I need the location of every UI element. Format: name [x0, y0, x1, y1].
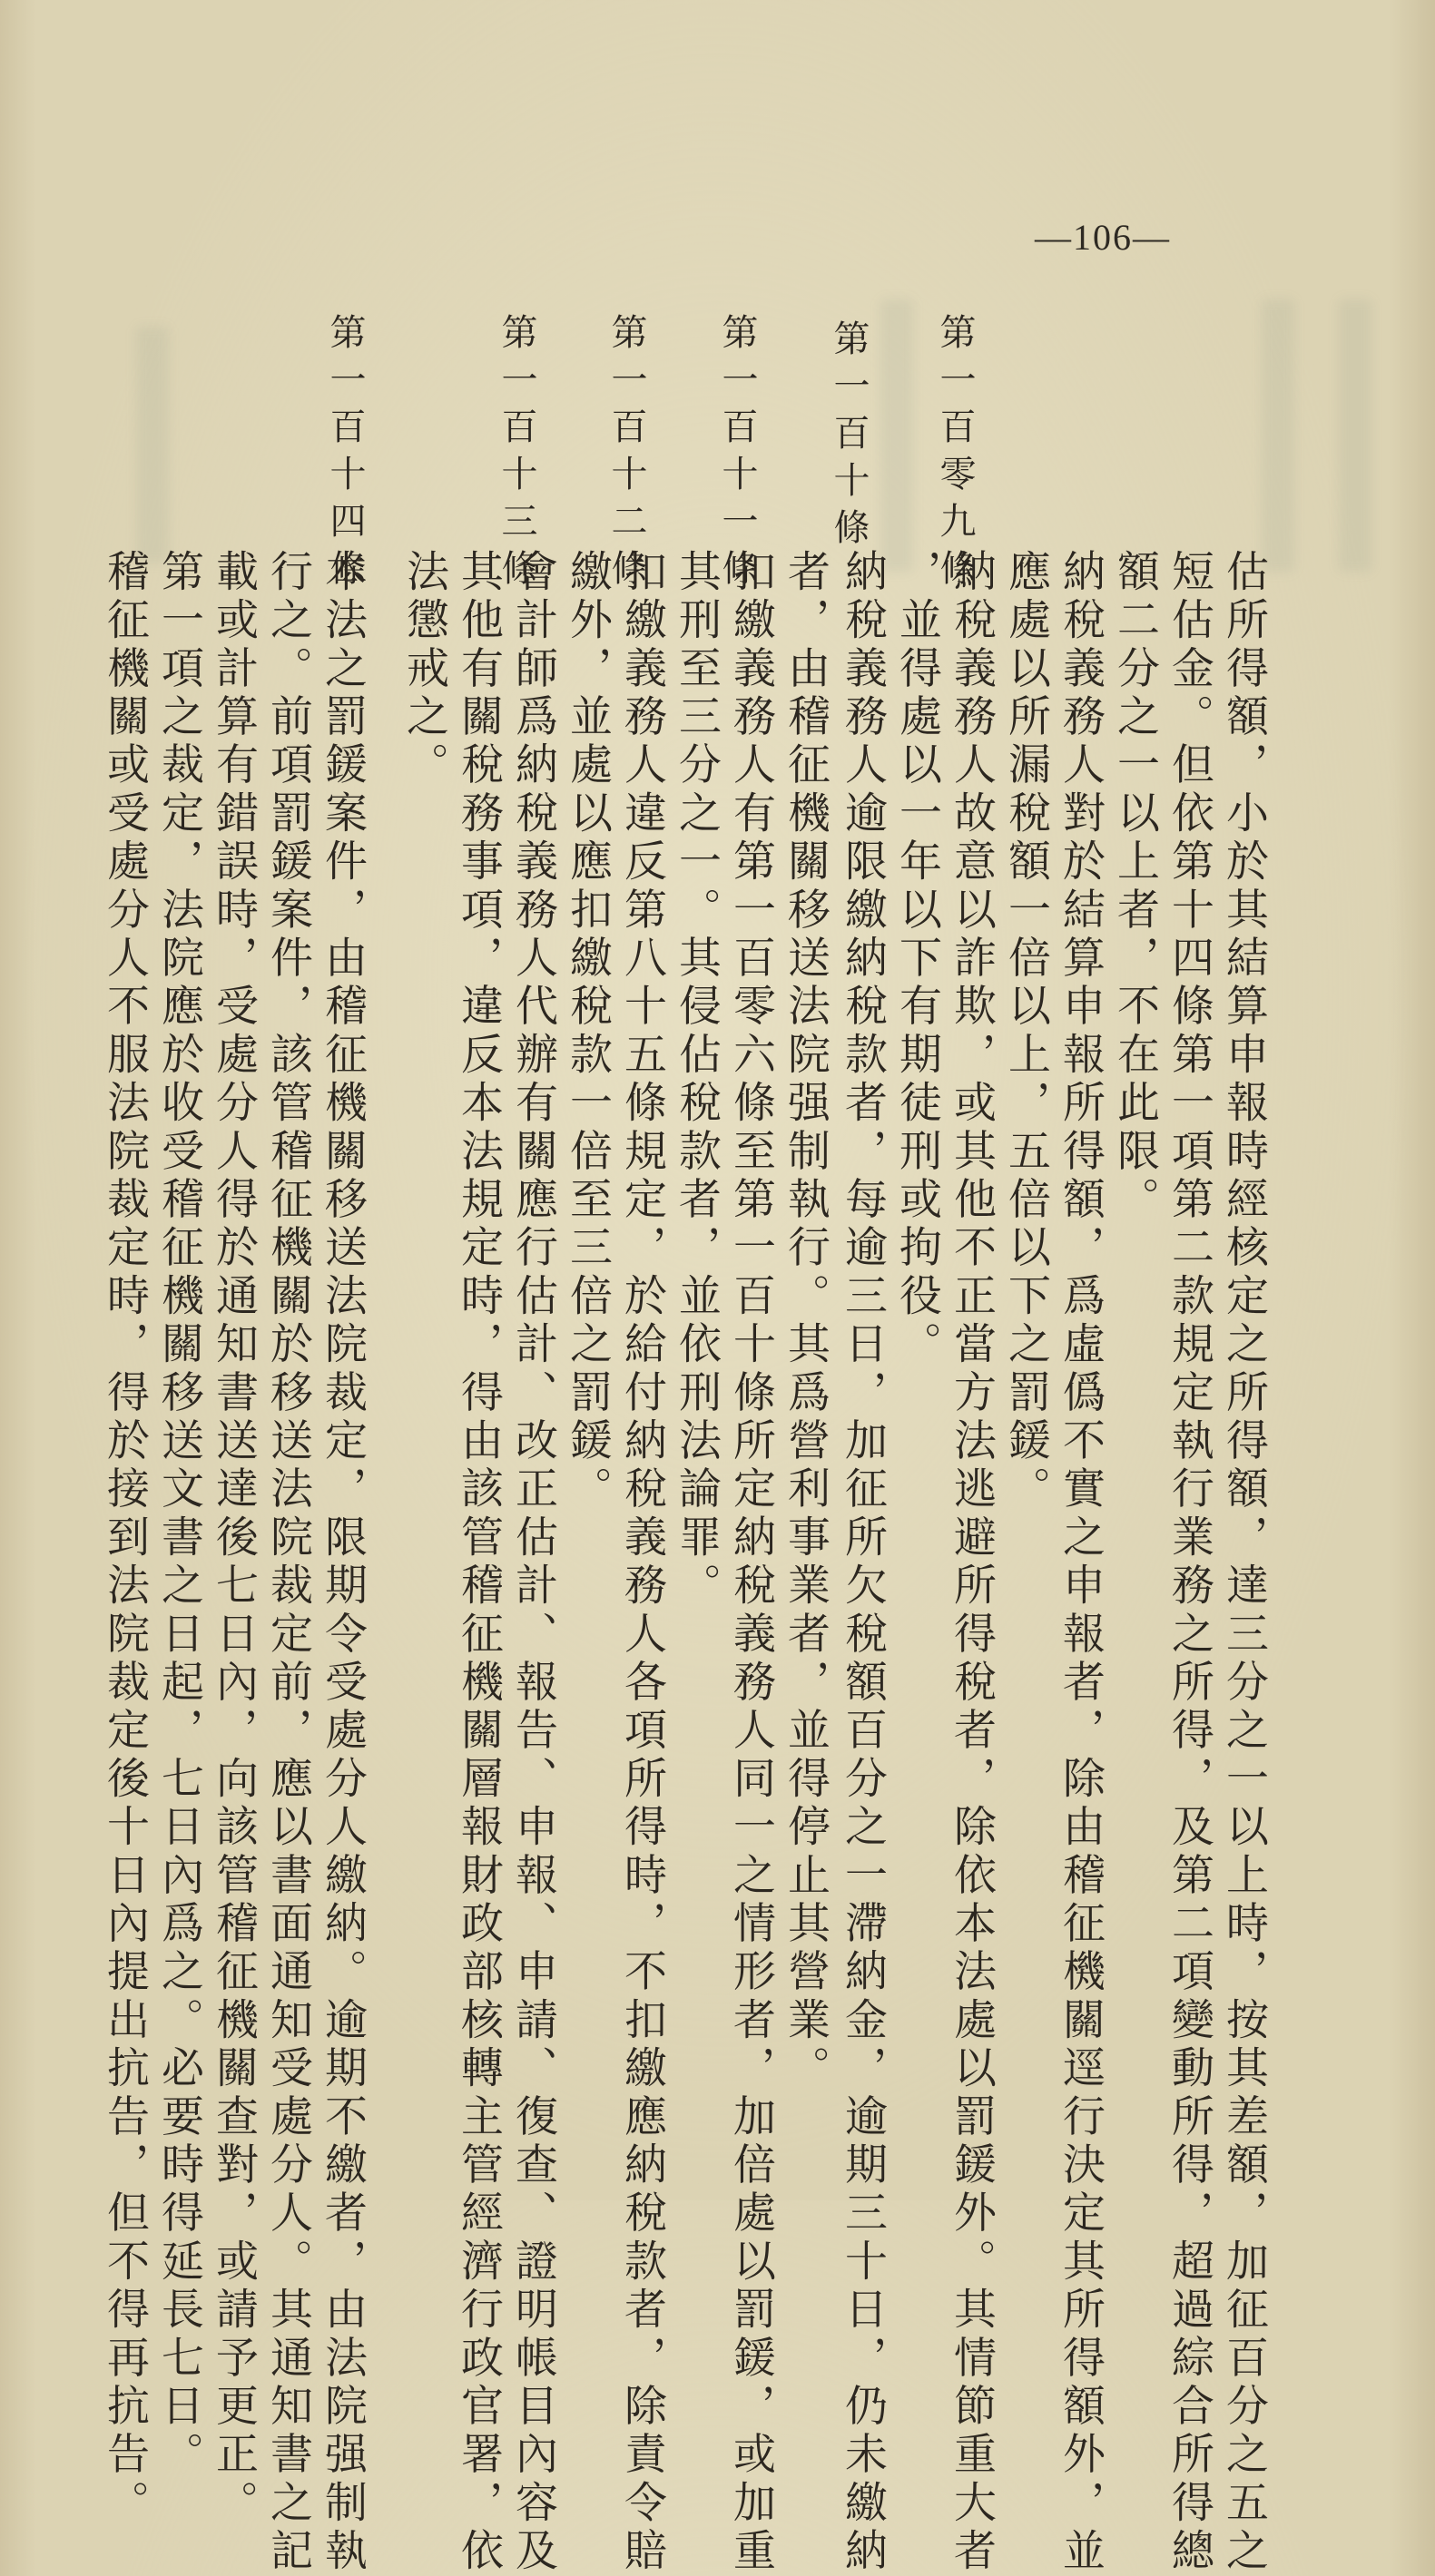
text-line: 繳外，並處以應扣繳稅款一倍至三倍之罰鍰。 [563, 549, 613, 1514]
text-line: 應處以所漏稅額一倍以上，五倍以下之罰鍰。 [1001, 549, 1051, 1514]
text-line: 納稅義務人逾限繳納稅款者，每逾三日，加征所欠稅額百分之一滯納金，逾期三十日，仍未繳納 [838, 549, 888, 2576]
reverse-page-bleed [880, 299, 913, 572]
text-line: 扣繳義務人有第一百零六條至第一百十條所定納稅義務人同一之情形者，加倍處以罰鍰，或加重 [726, 549, 776, 2576]
article-heading-109: 第一百零九條 [934, 313, 976, 596]
text-line: ，並得處以一年以下有期徒刑或拘役。 [892, 549, 942, 1370]
article-heading-110: 第一百十條 [828, 319, 870, 555]
text-line: 短估金。但依第十四條第一項第二款規定執行業務之所得，及第二項變動所得，超過綜合所得總 [1165, 549, 1214, 2576]
text-line: 載或計算有錯誤時，受處分人得於通知書送達後七日內，向該管稽征機關查對，或請予更正。 [209, 549, 259, 2529]
reverse-page-bleed [1339, 299, 1371, 572]
text-line: 額二分之一以上者，不在此限。 [1110, 549, 1160, 1225]
page-number: —106— [1035, 217, 1171, 258]
text-line: 第一項之裁定，法院應於收受稽征機關移送文書之日起，七日內爲之。必要時得延長七日。 [154, 549, 204, 2480]
text-line: 納稅義務人故意以詐欺，或其他不正當方法逃避所得稅者，除依本法處以罰鍰外。其情節重大者 [947, 549, 997, 2576]
text-line: 會計師爲納稅義務人代辦有關應行估計、改正估計、報告、申報、申請、復查、證明帳目內容及 [508, 549, 558, 2576]
text-line: 其他有關稅務事項，違反本法規定時，得由該管稽征機關層報財政部核轉主管經濟行政官署，依 [454, 549, 504, 2576]
text-line: 扣繳義務人違反第八十五條規定，於給付納稅義務人各項所得時，不扣繳應納稅款者，除責令賠 [617, 549, 667, 2576]
article-heading-113: 第一百十三條 [496, 313, 537, 596]
article-heading-114: 第一百十四條 [324, 313, 366, 596]
text-line: 行之。前項罰鍰案件，該管稽征機關於移送法院裁定前，應以書面通知受處分人。其通知書之記 [263, 549, 313, 2576]
text-line: 法懲戒之。 [399, 549, 449, 790]
text-line: 其刑至三分之一。其侵佔稅款者，並依刑法論罪。 [672, 549, 722, 1611]
reverse-page-bleed [1262, 299, 1294, 572]
text-line: 本法之罰鍰案件，由稽征機關移送法院裁定，限期令受處分人繳納。逾期不繳者，由法院强制執 [318, 549, 368, 2576]
text-line: 估所得額，小於其結算申報時經核定之所得額，達三分之一以上時，按其差額，加征百分之五之 [1219, 549, 1269, 2576]
article-heading-111: 第一百十一條 [716, 313, 758, 596]
text-line: 者，由稽征機關移送法院强制執行。其爲營利事業者，並得停止其營業。 [781, 549, 831, 2094]
article-heading-112: 第一百十二條 [605, 313, 647, 596]
text-line: 納稅義務人對於結算申報所得額，爲虛僞不實之申報者，除由稽征機關逕行決定其所得額外，並 [1056, 549, 1106, 2576]
text-line: 稽征機關或受處分人不服法院裁定時，得於接到法院裁定後十日內提出抗告，但不得再抗告。 [100, 549, 150, 2529]
reverse-page-bleed [136, 327, 169, 563]
